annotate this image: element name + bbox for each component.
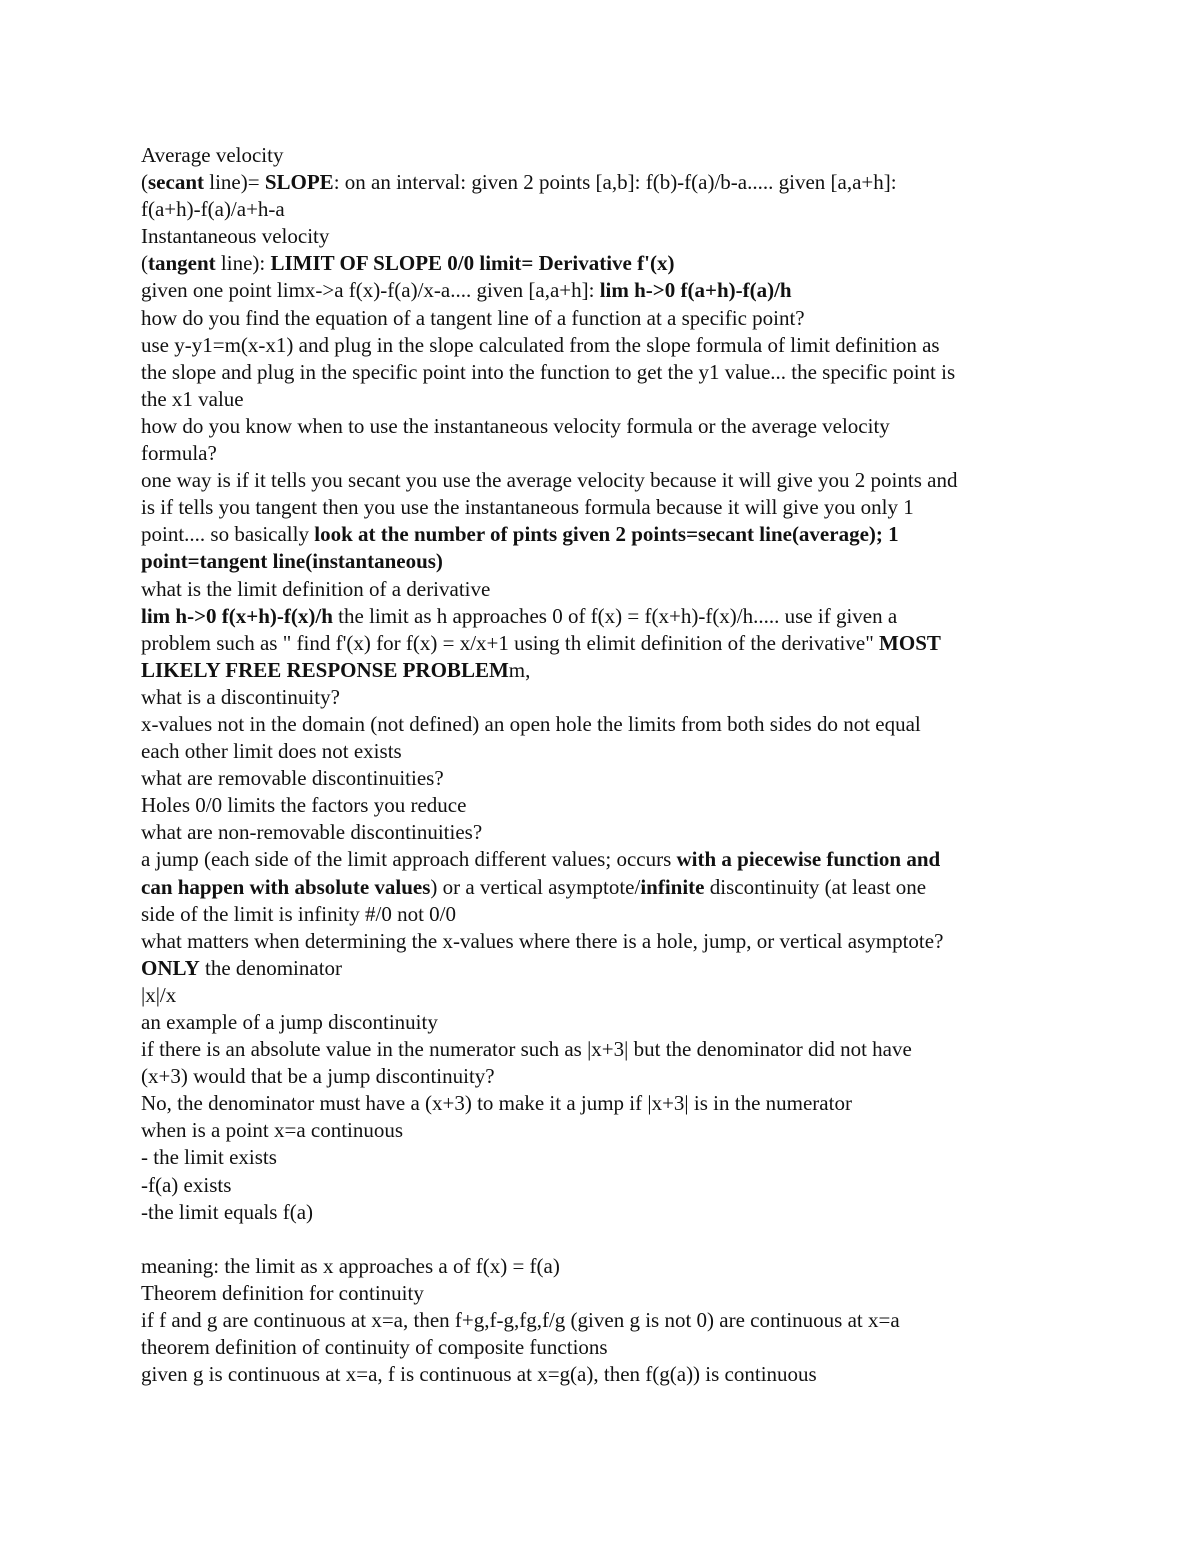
text-line [141,928,1061,955]
text-run: one way is if it tells you secant you use the average velocity because it will give you 2 points and [141,468,958,493]
text-run: theorem definition of continuity of composite functions [141,1335,608,1360]
text-line [141,250,1061,277]
text-line [141,305,1061,332]
text-run: formula? [141,441,217,466]
bold-text: ONLY [141,955,200,980]
text-run: problem such as " find f'(x) for f(x) = x/x+1 using th elimit definition of the derivative" [141,630,880,655]
text-line [141,548,1061,575]
text-line [141,874,1061,901]
text-run: Instantaneous velocity [141,224,330,249]
text-run: how do you know when to use the instantaneous velocity formula or the average velocity [141,413,890,438]
text-line [141,169,1061,196]
text-run: use y-y1=m(x-x1) and plug in the slope calculated from the slope formula of limit definition as [141,332,940,357]
text-run: meaning: the limit as x approaches a of f(x) = f(a) [141,1253,560,1278]
text-run: side of the limit is infinity #/0 not 0/0 [141,901,456,926]
text-run: |x|/x [141,982,177,1007]
text-line [141,1361,1061,1388]
blank-line [141,1226,1061,1253]
text-line [141,1117,1061,1144]
text-line [141,603,1061,630]
text-line [141,738,1061,765]
text-line [141,413,1061,440]
text-line [141,386,1061,413]
text-run: how do you find the equation of a tangent line of a function at a specific point? [141,305,805,330]
text-line [141,521,1061,548]
text-run: given one point limx->a f(x)-f(a)/x-a.... given [a,a+h]: [141,278,600,303]
text-line [141,792,1061,819]
text-line [141,955,1061,982]
text-run: No, the denominator must have a (x+3) to make it a jump if |x+3| is in the numerator [141,1091,852,1116]
text-line [141,467,1061,494]
text-line [141,982,1061,1009]
bold-text: SLOPE [264,170,334,195]
text-line [141,765,1061,792]
bold-text: secant [148,170,204,195]
text-run: if there is an absolute value in the numerator such as |x+3| but the denominator did not have [141,1037,912,1062]
text-line [141,1172,1061,1199]
text-run: what matters when determining the x-values where there is a hole, jump, or vertical asymptote? [141,928,944,953]
bold-text: LIMIT OF SLOPE 0/0 limit= Derivative f'(x) [270,251,675,276]
text-line [141,901,1061,928]
text-run: -f(a) exists [141,1172,232,1197]
text-line [141,1063,1061,1090]
text-line [141,196,1061,223]
bold-text: point=tangent line(instantaneous) [141,549,443,574]
text-line [141,576,1061,603]
bold-text: with a piecewise function and [676,847,941,872]
text-run: ) or a vertical asymptote/ [430,874,641,899]
text-line [141,657,1061,684]
text-line [141,1253,1061,1280]
text-run: the limit as h approaches 0 of f(x) = f(x+h)-f(x)/h..... use if given a [332,603,898,628]
text-line [141,277,1061,304]
document-body [141,142,1061,1388]
text-run: Average velocity [141,143,284,167]
text-run: what are non-removable discontinuities? [141,820,483,845]
text-line [141,1280,1061,1307]
text-line [141,630,1061,657]
bold-text: lim h->0 f(a+h)-f(a)/h [599,278,792,303]
text-run: the denominator [199,955,343,980]
text-run: given g is continuous at x=a, f is continuous at x=g(a), then f(g(a)) is continuous [141,1362,817,1387]
text-run: line)= [204,170,265,195]
text-run: : on an interval: given 2 points [a,b]: f(b)-f(a)/b-a..... given [a,a+h]: [333,170,897,195]
text-run: the slope and plug in the specific point into the function to get the y1 value... the specific point is [141,359,956,384]
text-line [141,1144,1061,1171]
bold-text: tangent [148,251,216,276]
text-run: discontinuity (at least one [704,874,927,899]
text-line [141,684,1061,711]
text-line [141,359,1061,386]
bold-text: can happen with absolute values [141,874,431,899]
text-line [141,494,1061,521]
text-run: what is a discontinuity? [141,684,340,709]
text-run: the x1 value [141,386,244,411]
text-run: m, [508,657,531,682]
text-line [141,1199,1061,1226]
text-run: f(a+h)-f(a)/a+h-a [141,197,285,222]
text-line [141,142,1061,169]
text-run: ( [141,170,148,195]
text-line [141,1334,1061,1361]
text-line [141,223,1061,250]
bold-text: look at the number of pints given 2 points=secant line(average); 1 [314,522,899,547]
text-line [141,819,1061,846]
text-run: x-values not in the domain (not defined) an open hole the limits from both sides do not equal [141,711,921,736]
text-run: a jump (each side of the limit approach different values; occurs [141,847,677,872]
text-run: an example of a jump discontinuity [141,1010,438,1034]
text-run: is if tells you tangent then you use the instantaneous formula because it will give you only 1 [141,495,914,520]
bold-text: infinite [640,874,705,899]
text-run: (x+3) would that be a jump discontinuity? [141,1064,495,1089]
bold-text: LIKELY FREE RESPONSE PROBLEM [141,657,509,682]
text-line [141,711,1061,738]
text-run: line): [215,251,271,276]
text-run: point.... so basically [141,522,315,547]
text-run: Holes 0/0 limits the factors you reduce [141,793,467,818]
text-line [141,1090,1061,1117]
text-run: what is the limit definition of a derivative [141,576,491,601]
text-run: when is a point x=a continuous [141,1118,404,1143]
bold-text: lim h->0 f(x+h)-f(x)/h [141,603,333,628]
text-line [141,1036,1061,1063]
text-run: if f and g are continuous at x=a, then f+g,f-g,fg,f/g (given g is not 0) are continuous at x=a [141,1308,900,1333]
text-run: -the limit equals f(a) [141,1199,314,1224]
text-line [141,440,1061,467]
text-run: ( [141,251,148,276]
text-run: Theorem definition for continuity [141,1280,424,1305]
text-run: each other limit does not exists [141,739,402,764]
text-line [141,1009,1061,1036]
bold-text: MOST [879,630,941,655]
text-line [141,1307,1061,1334]
text-line [141,846,1061,873]
text-run: what are removable discontinuities? [141,766,444,791]
text-run: - the limit exists [141,1145,277,1170]
text-line [141,332,1061,359]
